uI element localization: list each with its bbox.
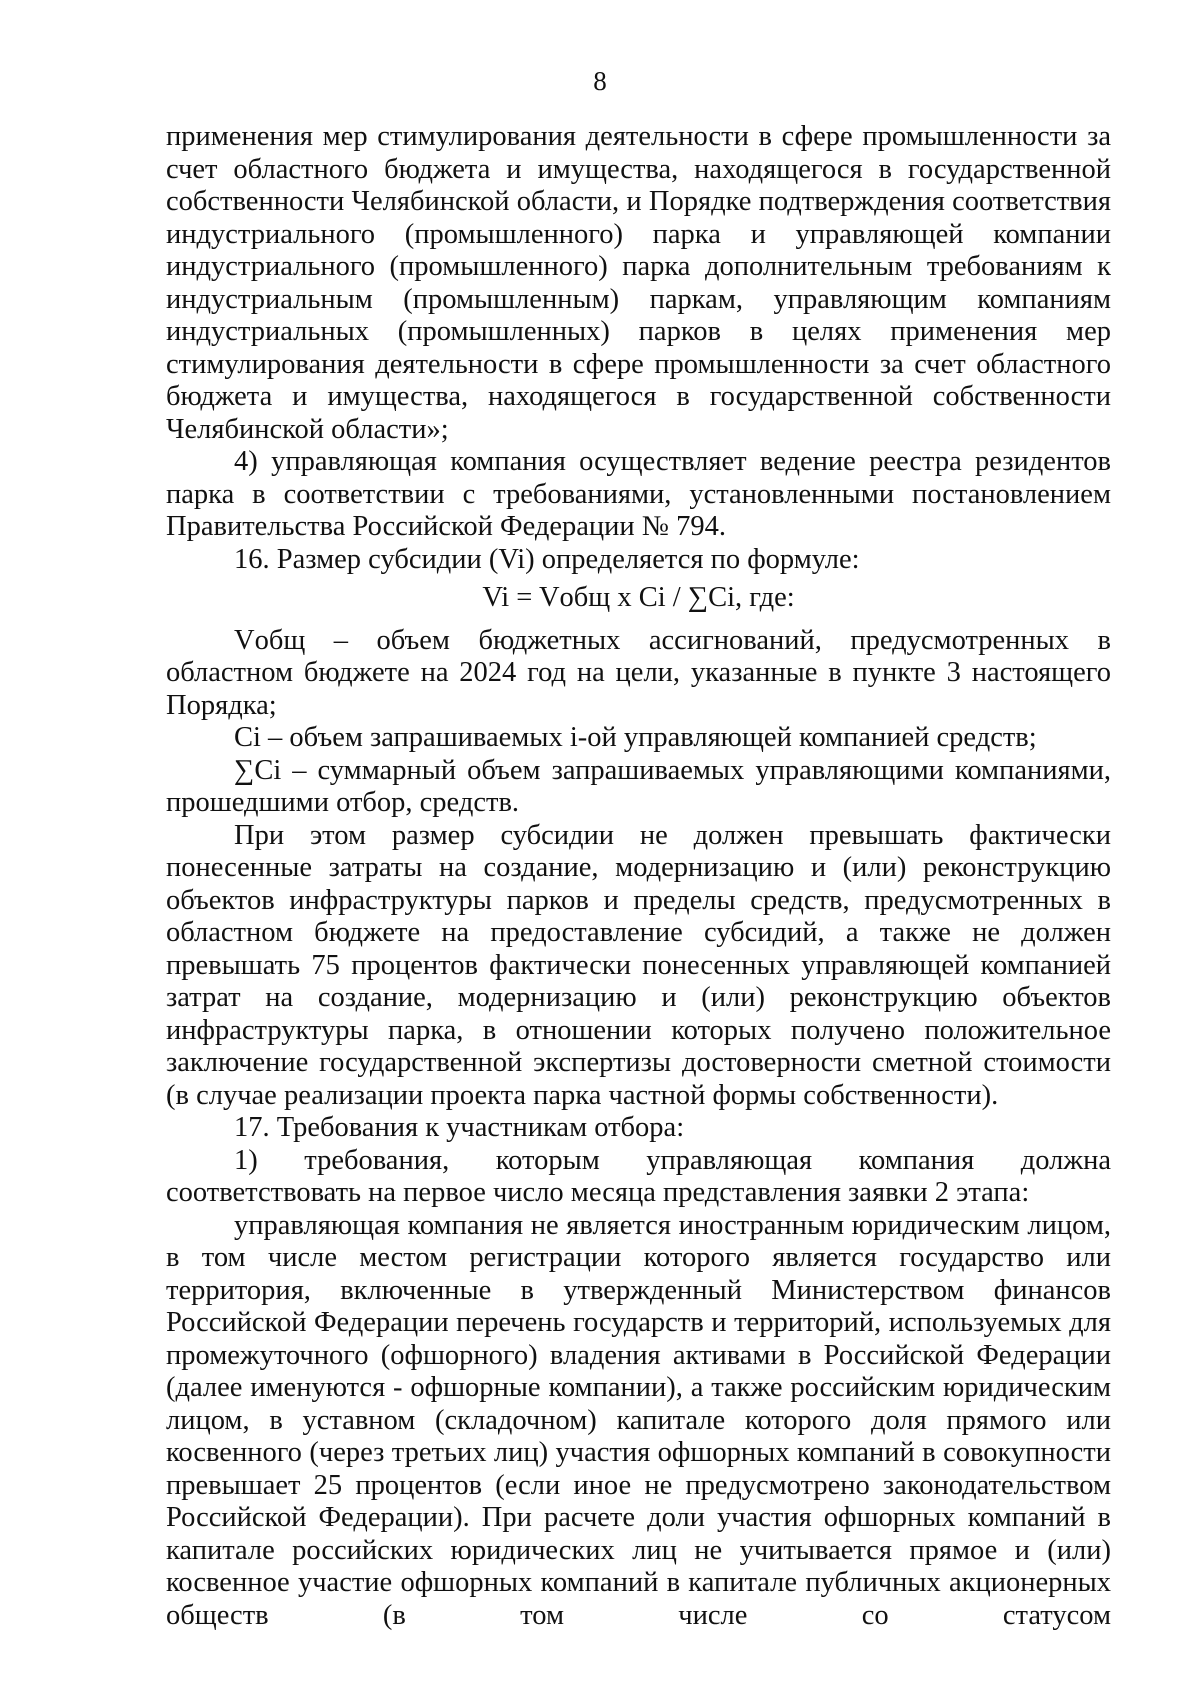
- paragraph-subsidy-limit: При этом размер субсидии не должен превышать фактически понесенные затраты на создание, модернизацию и (или) реконструкцию объектов инфраструктуры парков и пределы средств, предусмотренных в областном бюджете на предоставление субсидий, а также не должен превышать 75 процентов фактически понесенных управляющей компанией затрат на создание, модернизацию и (или) реконструкцию объектов инфраструктуры парка, в отношении которых получено положительное заключение государственной экспертизы достоверности сметной стоимости (в случае реализации проекта парка частной формы собственности).: [166, 819, 1111, 1111]
- paragraph-offshore-requirement: управляющая компания не является иностранным юридическим лицом, в том числе местом регистрации которого является государство или территория, включенные в утвержденный Министерством финансов Российской Федерации перечень государств и территорий, используемых для промежуточного (офшорного) владения активами в Российской Федерации (далее именуются - офшорные компании), а также российским юридическим лицом, в уставном (складочном) капитале которого доля прямого или косвенного (через третьих лиц) участия офшорных компаний в совокупности превышает 25 процентов (если иное не предусмотрено законодательством Российской Федерации). При расчете доли участия офшорных компаний в капитале российских юридических лиц не учитывается прямое и (или) косвенное участие офшорных компаний в капитале публичных акционерных обществ (в том числе со статусом: [166, 1209, 1111, 1631]
- document-body: [166, 121, 1111, 1632]
- formula: Vi = Vобщ x Ci / ∑Ci, где:: [482, 582, 795, 613]
- paragraph-item-4: 4) управляющая компания осуществляет ведение реестра резидентов парка в соответствии с требованиями, установленными постановлением Правительства Российской Федерации № 794.: [166, 446, 1111, 542]
- paragraph-requirements-1: 1) требования, которым управляющая компания должна соответствовать на первое число месяца представления заявки 2 этапа:: [166, 1144, 1111, 1208]
- paragraph-definition-ci: Ci – объем запрашиваемых i-ой управляющей компанией средств;: [234, 722, 1037, 753]
- paragraph-clause-16: 16. Размер субсидии (Vi) определяется по формуле:: [234, 543, 860, 575]
- paragraph-clause-17: 17. Требования к участникам отбора:: [234, 1112, 685, 1143]
- paragraph-definition-sum-ci: ∑Ci – суммарный объем запрашиваемых управляющими компаниями, прошедшими отбор, средств.: [166, 754, 1111, 818]
- paragraph-continuation: применения мер стимулирования деятельности в сфере промышленности за счет областного бюджета и имущества, находящегося в государственной собственности Челябинской области, и Порядке подтверждения соответствия индустриального (промышленного) парка и управляющей компании индустриального (промышленного) парка дополнительным требованиям к индустриальным (промышленным) паркам, управляющим компаниям индустриальных (промышленных) парков в целях применения мер стимулирования деятельности в сфере промышленности за счет областного бюджета и имущества, находящегося в государственной собственности Челябинской области»;: [166, 121, 1111, 445]
- paragraph-definition-vtotal: Vобщ – объем бюджетных ассигнований, предусмотренных в областном бюджете на 2024 год на цели, указанные в пункте 3 настоящего Порядка;: [166, 624, 1111, 721]
- page-number: 8: [593, 66, 607, 96]
